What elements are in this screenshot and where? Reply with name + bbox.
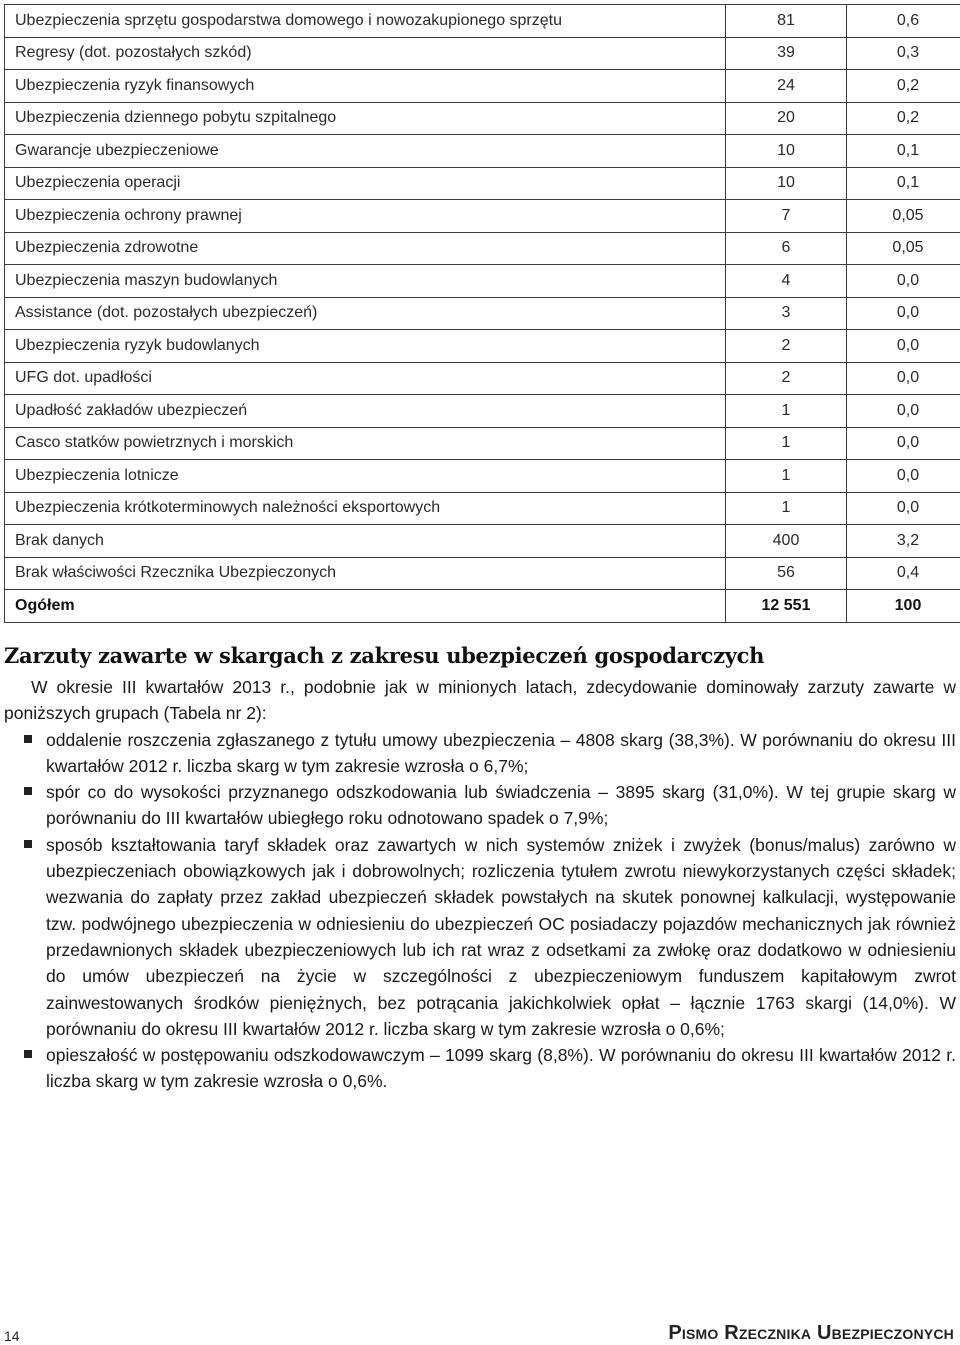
row-count: 2 — [726, 330, 847, 363]
table-row — [5, 135, 960, 168]
total-percent: 100 — [847, 590, 960, 623]
table-row — [5, 330, 960, 363]
table-row — [5, 70, 960, 103]
complaints-table — [4, 4, 960, 623]
row-percent: 0,1 — [847, 167, 960, 200]
row-name: Ubezpieczenia ochrony prawnej — [5, 200, 726, 233]
total-label: Ogółem — [5, 590, 726, 623]
table-row — [5, 395, 960, 428]
table-row — [5, 5, 960, 38]
table-row — [5, 492, 960, 525]
row-percent: 0,0 — [847, 395, 960, 428]
row-percent: 0,0 — [847, 362, 960, 395]
row-name: Ubezpieczenia dziennego pobytu szpitalnego — [5, 102, 726, 135]
square-bullet-icon — [24, 1050, 32, 1058]
row-name: Ubezpieczenia lotnicze — [5, 460, 726, 493]
list-item-text: spór co do wysokości przyznanego odszkodowania lub świadczenia – 3895 skarg (31,0%). W tej grupie skarg w porównaniu do III kwartałów ubiegłego roku odnotowano spadek o 7,9%; — [46, 782, 956, 829]
row-name: Ubezpieczenia zdrowotne — [5, 232, 726, 265]
list-item — [4, 832, 956, 1042]
row-count: 400 — [726, 525, 847, 558]
row-name: Regresy (dot. pozostałych szkód) — [5, 37, 726, 70]
row-percent: 0,0 — [847, 297, 960, 330]
row-count: 39 — [726, 37, 847, 70]
table-body — [5, 5, 960, 623]
row-count: 2 — [726, 362, 847, 395]
list-item — [4, 779, 956, 832]
row-count: 4 — [726, 265, 847, 298]
row-count: 1 — [726, 492, 847, 525]
row-count: 20 — [726, 102, 847, 135]
row-name: Ubezpieczenia ryzyk finansowych — [5, 70, 726, 103]
row-percent: 0,0 — [847, 460, 960, 493]
row-name: UFG dot. upadłości — [5, 362, 726, 395]
row-percent: 0,0 — [847, 330, 960, 363]
table-row — [5, 37, 960, 70]
complaint-groups-list — [4, 727, 956, 1095]
section-content — [4, 674, 956, 1095]
row-count: 1 — [726, 427, 847, 460]
square-bullet-icon — [24, 840, 32, 848]
square-bullet-icon — [24, 787, 32, 795]
list-item-text: oddalenie roszczenia zgłaszanego z tytułu umowy ubezpieczenia – 4808 skarg (38,3%). W porównaniu do okresu III kwartałów 2012 r. liczba skarg w tym zakresie wzrosła o 6,7%; — [46, 729, 956, 776]
row-percent: 0,4 — [847, 557, 960, 590]
row-count: 10 — [726, 135, 847, 168]
row-count: 6 — [726, 232, 847, 265]
row-name: Ubezpieczenia sprzętu gospodarstwa domowego i nowozakupionego sprzętu — [5, 5, 726, 38]
row-name: Upadłość zakładów ubezpieczeń — [5, 395, 726, 428]
table-row — [5, 102, 960, 135]
row-name: Ubezpieczenia operacji — [5, 167, 726, 200]
table-total-row — [5, 590, 960, 623]
intro-paragraph: W okresie III kwartałów 2013 r., podobnie jak w minionych latach, zdecydowanie dominowały zarzuty zawarte w poniższych grupach (Tabela nr 2): — [4, 677, 956, 724]
row-percent: 0,0 — [847, 265, 960, 298]
table-row — [5, 427, 960, 460]
list-item-text: opieszałość w postępowaniu odszkodowawczym – 1099 skarg (8,8%). W porównaniu do okresu III kwartałów 2012 r. liczba skarg w tym zakresie wzrosła o 0,6%. — [46, 1045, 956, 1092]
row-name: Gwarancje ubezpieczeniowe — [5, 135, 726, 168]
row-count: 7 — [726, 200, 847, 233]
row-percent: 0,05 — [847, 200, 960, 233]
table-row — [5, 232, 960, 265]
row-percent: 0,1 — [847, 135, 960, 168]
row-name: Brak danych — [5, 525, 726, 558]
row-name: Brak właściwości Rzecznika Ubezpieczonych — [5, 557, 726, 590]
list-item — [4, 1042, 956, 1095]
publication-title — [668, 1322, 954, 1345]
row-percent: 0,2 — [847, 102, 960, 135]
row-count: 56 — [726, 557, 847, 590]
row-count: 10 — [726, 167, 847, 200]
table-row — [5, 200, 960, 233]
row-count: 81 — [726, 5, 847, 38]
row-percent: 3,2 — [847, 525, 960, 558]
table-row — [5, 167, 960, 200]
table-row — [5, 265, 960, 298]
section-heading: Zarzuty zawarte w skargach z zakresu ubezpieczeń gospodarczych — [4, 643, 765, 668]
row-name: Ubezpieczenia krótkoterminowych należności eksportowych — [5, 492, 726, 525]
page-number: 14 — [4, 1328, 20, 1344]
row-name: Casco statków powietrznych i morskich — [5, 427, 726, 460]
row-name: Ubezpieczenia ryzyk budowlanych — [5, 330, 726, 363]
row-name: Assistance (dot. pozostałych ubezpieczeń) — [5, 297, 726, 330]
table-row — [5, 557, 960, 590]
row-percent: 0,05 — [847, 232, 960, 265]
table-row — [5, 460, 960, 493]
table-row — [5, 362, 960, 395]
total-count: 12 551 — [726, 590, 847, 623]
table-row — [5, 297, 960, 330]
row-name: Ubezpieczenia maszyn budowlanych — [5, 265, 726, 298]
list-item-text: sposób kształtowania taryf składek oraz zawartych w nich systemów zniżek i zwyżek (bonus/malus) zarówno w ubezpieczeniach obowiązkowych jak i dobrowolnych; rozliczenia tytułem zwrotu niewykorzystanych części składek; wezwania do zapłaty przez zakład ubezpieczeń składek powstałych na skutek ponownej kalkulacji, występowanie tzw. podwójnego ubezpieczenia w odniesieniu do ubezpieczeń OC posiadaczy pojazdów mechanicznych jak również przedawnionych składek ubezpieczeniowych lub ich rat wraz z odsetkami za zwłokę oraz dodatkowo w odniesieniu do umów ubezpieczeń na życie w szczególności z ubezpieczeniowym funduszem kapitałowym zwrot zainwestowanych środków pieniężnych, bez potrącania jakichkolwiek opłat – łącznie 1763 skargi (14,0%). W porównaniu do okresu III kwartałów 2012 r. liczba skarg w tym zakresie wzrosła o 0,6%; — [46, 834, 956, 1039]
list-item — [4, 727, 956, 780]
row-count: 1 — [726, 395, 847, 428]
row-count: 3 — [726, 297, 847, 330]
publication-title-text: Pismo Rzecznika Ubezpieczonych — [668, 1322, 954, 1344]
row-percent: 0,6 — [847, 5, 960, 38]
row-percent: 0,3 — [847, 37, 960, 70]
row-percent: 0,0 — [847, 492, 960, 525]
row-percent: 0,0 — [847, 427, 960, 460]
row-percent: 0,2 — [847, 70, 960, 103]
row-count: 1 — [726, 460, 847, 493]
square-bullet-icon — [24, 735, 32, 743]
row-count: 24 — [726, 70, 847, 103]
table-row — [5, 525, 960, 558]
